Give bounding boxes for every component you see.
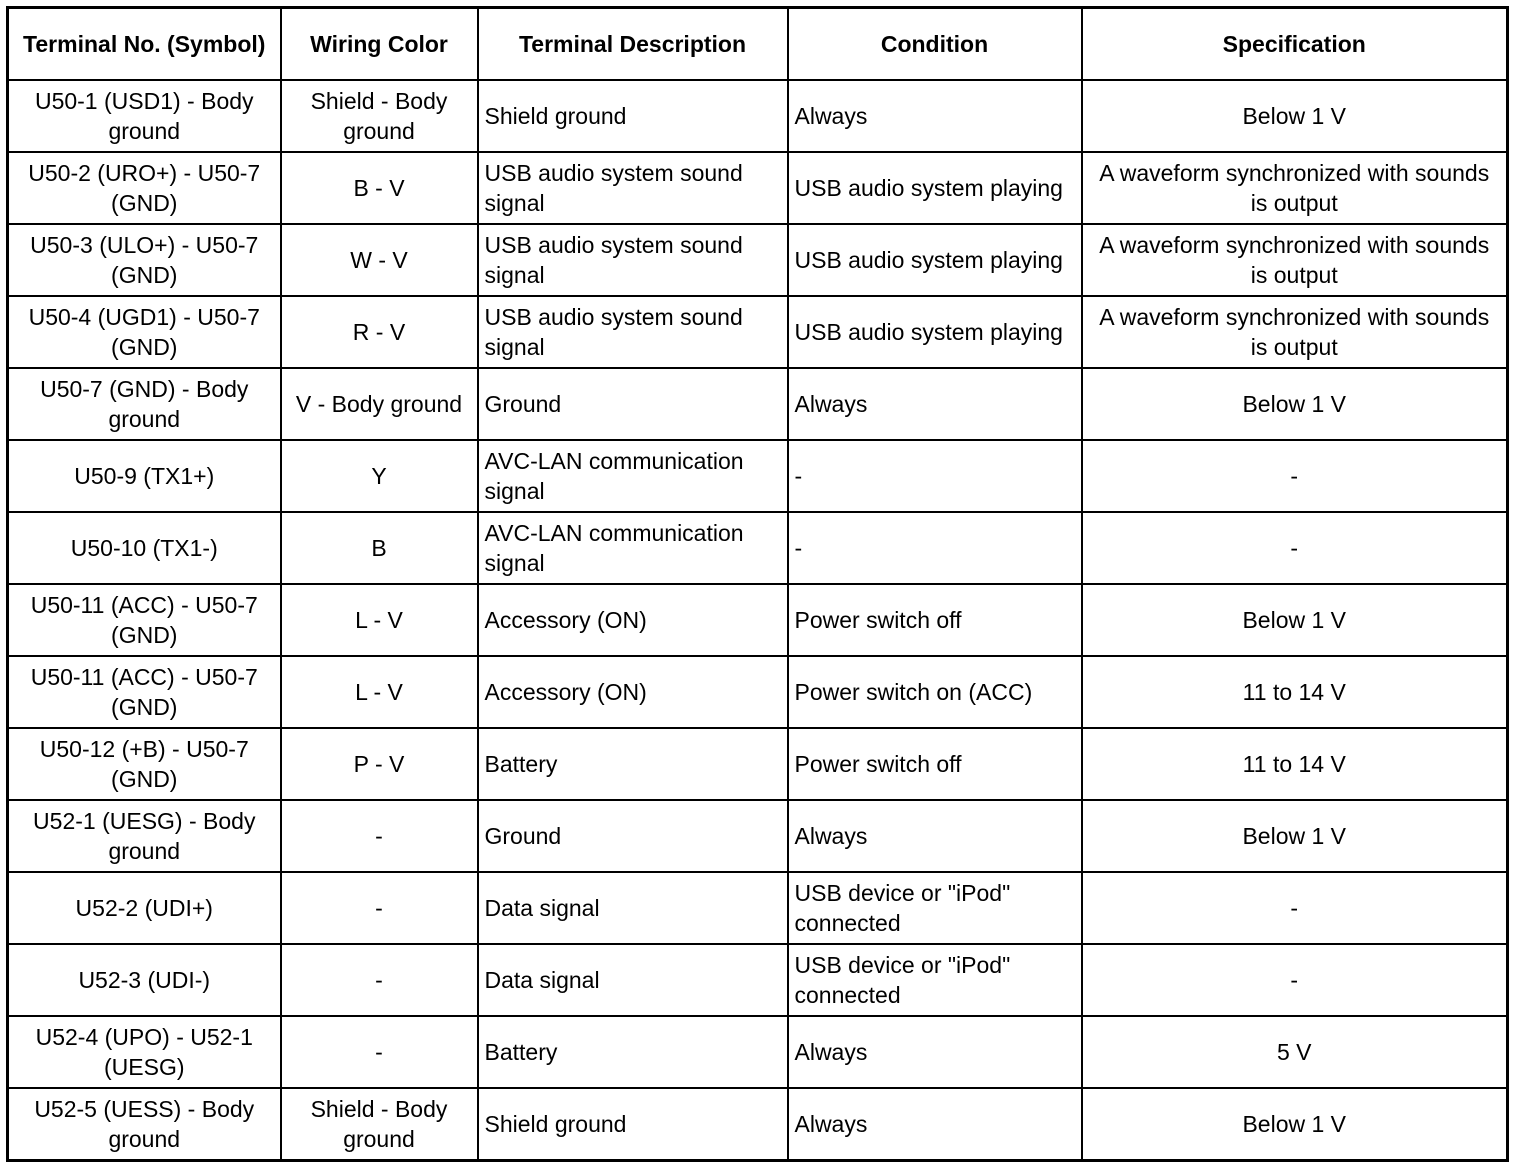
condition-cell: Power switch off bbox=[788, 728, 1082, 800]
description-cell: Shield ground bbox=[478, 1088, 788, 1161]
description-cell: USB audio system sound signal bbox=[478, 224, 788, 296]
specification-cell: - bbox=[1082, 512, 1508, 584]
wiring-color-cell: B - V bbox=[281, 152, 478, 224]
table-row bbox=[8, 584, 1508, 656]
description-cell: Accessory (ON) bbox=[478, 584, 788, 656]
terminal-cell: U50-9 (TX1+) bbox=[8, 440, 281, 512]
description-cell: AVC-LAN communication signal bbox=[478, 440, 788, 512]
specification-cell: - bbox=[1082, 944, 1508, 1016]
table-row bbox=[8, 728, 1508, 800]
wiring-color-cell: - bbox=[281, 944, 478, 1016]
condition-cell: USB audio system playing bbox=[788, 296, 1082, 368]
terminal-cell: U50-3 (ULO+) - U50-7 (GND) bbox=[8, 224, 281, 296]
table-row bbox=[8, 872, 1508, 944]
specification-cell: Below 1 V bbox=[1082, 80, 1508, 152]
specification-cell: Below 1 V bbox=[1082, 800, 1508, 872]
wiring-color-cell: P - V bbox=[281, 728, 478, 800]
specification-cell: A waveform synchronized with sounds is output bbox=[1082, 296, 1508, 368]
terminal-cell: U50-2 (URO+) - U50-7 (GND) bbox=[8, 152, 281, 224]
description-cell: Data signal bbox=[478, 872, 788, 944]
condition-cell: Always bbox=[788, 1016, 1082, 1088]
description-cell: USB audio system sound signal bbox=[478, 152, 788, 224]
specification-cell: 11 to 14 V bbox=[1082, 728, 1508, 800]
terminal-spec-table bbox=[6, 6, 1509, 1162]
terminal-cell: U50-12 (+B) - U50-7 (GND) bbox=[8, 728, 281, 800]
description-cell: Shield ground bbox=[478, 80, 788, 152]
description-cell: Data signal bbox=[478, 944, 788, 1016]
wiring-color-cell: R - V bbox=[281, 296, 478, 368]
table-row bbox=[8, 152, 1508, 224]
condition-cell: Power switch off bbox=[788, 584, 1082, 656]
terminal-cell: U50-11 (ACC) - U50-7 (GND) bbox=[8, 584, 281, 656]
header-condition: Condition bbox=[788, 8, 1082, 81]
table-row bbox=[8, 512, 1508, 584]
table-row bbox=[8, 368, 1508, 440]
wiring-color-cell: L - V bbox=[281, 584, 478, 656]
description-cell: Ground bbox=[478, 800, 788, 872]
description-cell: Battery bbox=[478, 1016, 788, 1088]
condition-cell: Always bbox=[788, 1088, 1082, 1161]
table-row bbox=[8, 1088, 1508, 1161]
wiring-color-cell: V - Body ground bbox=[281, 368, 478, 440]
terminal-cell: U52-5 (UESS) - Body ground bbox=[8, 1088, 281, 1161]
wiring-color-cell: L - V bbox=[281, 656, 478, 728]
terminal-cell: U52-1 (UESG) - Body ground bbox=[8, 800, 281, 872]
condition-cell: USB device or "iPod" connected bbox=[788, 872, 1082, 944]
terminal-cell: U50-7 (GND) - Body ground bbox=[8, 368, 281, 440]
description-cell: USB audio system sound signal bbox=[478, 296, 788, 368]
terminal-cell: U52-2 (UDI+) bbox=[8, 872, 281, 944]
description-cell: AVC-LAN communication signal bbox=[478, 512, 788, 584]
wiring-color-cell: Shield - Body ground bbox=[281, 1088, 478, 1161]
wiring-color-cell: Y bbox=[281, 440, 478, 512]
header-terminal: Terminal No. (Symbol) bbox=[8, 8, 281, 81]
table-row bbox=[8, 944, 1508, 1016]
condition-cell: Always bbox=[788, 368, 1082, 440]
table-row bbox=[8, 656, 1508, 728]
specification-cell: A waveform synchronized with sounds is output bbox=[1082, 152, 1508, 224]
specification-cell: Below 1 V bbox=[1082, 584, 1508, 656]
terminal-cell: U50-10 (TX1-) bbox=[8, 512, 281, 584]
description-cell: Accessory (ON) bbox=[478, 656, 788, 728]
terminal-cell: U52-3 (UDI-) bbox=[8, 944, 281, 1016]
header-row bbox=[8, 8, 1508, 81]
condition-cell: Always bbox=[788, 800, 1082, 872]
description-cell: Ground bbox=[478, 368, 788, 440]
condition-cell: USB device or "iPod" connected bbox=[788, 944, 1082, 1016]
table-row bbox=[8, 224, 1508, 296]
header-wiring-color: Wiring Color bbox=[281, 8, 478, 81]
condition-cell: USB audio system playing bbox=[788, 152, 1082, 224]
description-cell: Battery bbox=[478, 728, 788, 800]
table-row bbox=[8, 440, 1508, 512]
wiring-color-cell: Shield - Body ground bbox=[281, 80, 478, 152]
table-row bbox=[8, 80, 1508, 152]
specification-cell: A waveform synchronized with sounds is output bbox=[1082, 224, 1508, 296]
condition-cell: USB audio system playing bbox=[788, 224, 1082, 296]
wiring-color-cell: W - V bbox=[281, 224, 478, 296]
specification-cell: - bbox=[1082, 440, 1508, 512]
header-specification: Specification bbox=[1082, 8, 1508, 81]
wiring-color-cell: - bbox=[281, 800, 478, 872]
table-row bbox=[8, 800, 1508, 872]
specification-cell: Below 1 V bbox=[1082, 1088, 1508, 1161]
header-terminal-description: Terminal Description bbox=[478, 8, 788, 81]
terminal-cell: U50-4 (UGD1) - U50-7 (GND) bbox=[8, 296, 281, 368]
specification-cell: Below 1 V bbox=[1082, 368, 1508, 440]
specification-cell: 11 to 14 V bbox=[1082, 656, 1508, 728]
condition-cell: Power switch on (ACC) bbox=[788, 656, 1082, 728]
wiring-color-cell: - bbox=[281, 872, 478, 944]
condition-cell: Always bbox=[788, 80, 1082, 152]
specification-cell: 5 V bbox=[1082, 1016, 1508, 1088]
wiring-color-cell: - bbox=[281, 1016, 478, 1088]
terminal-cell: U50-11 (ACC) - U50-7 (GND) bbox=[8, 656, 281, 728]
terminal-cell: U50-1 (USD1) - Body ground bbox=[8, 80, 281, 152]
table-row bbox=[8, 296, 1508, 368]
specification-cell: - bbox=[1082, 872, 1508, 944]
wiring-color-cell: B bbox=[281, 512, 478, 584]
condition-cell: - bbox=[788, 512, 1082, 584]
terminal-cell: U52-4 (UPO) - U52-1 (UESG) bbox=[8, 1016, 281, 1088]
condition-cell: - bbox=[788, 440, 1082, 512]
table-row bbox=[8, 1016, 1508, 1088]
